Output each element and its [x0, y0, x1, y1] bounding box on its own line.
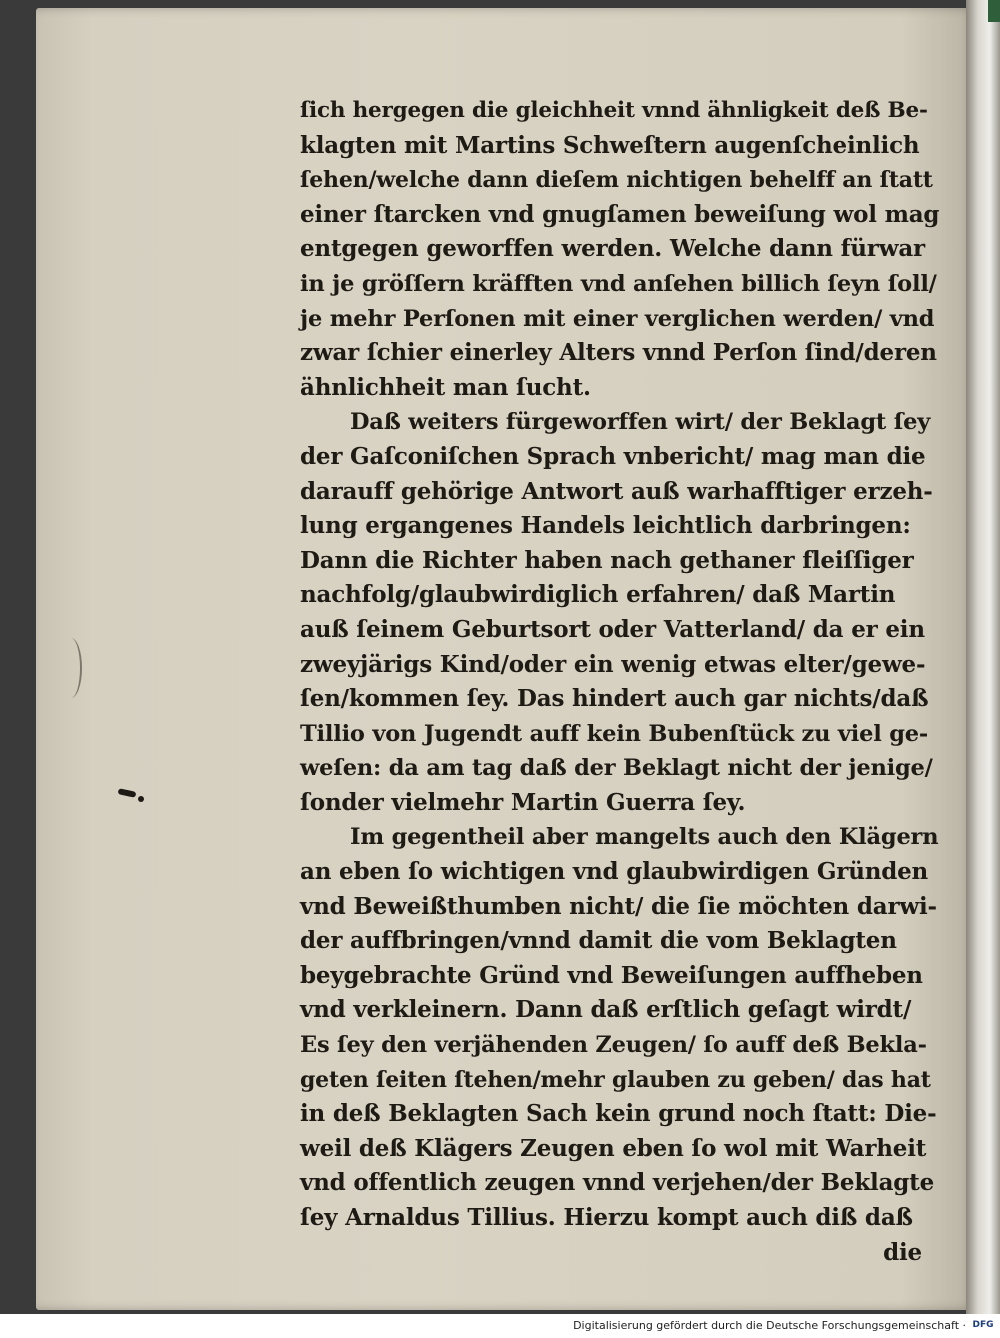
- text-line: ſonder vielmehr Martin Guerra ſey.: [300, 788, 746, 816]
- text-line: beygebrachte Gründ vnd Beweiſungen auffheben: [300, 961, 923, 989]
- text-line: zweyjärigs Kind/oder ein wenig etwas elter/gewe-: [300, 650, 926, 678]
- text-line: vnd offentlich zeugen vnnd verjehen/der Beklagte: [300, 1169, 935, 1197]
- text-line: nachfolg/glaubwirdiglich erfahren/ daß Martin: [300, 581, 896, 609]
- text-line: vnd verkleinern. Dann daß erſtlich geſagt wirdt/: [300, 996, 912, 1024]
- text-line: Daß weiters fürgeworffen wirt/ der Beklagt ſey: [350, 409, 931, 436]
- text-line: der Gaſconiſchen Sprach vnbericht/ mag man die: [300, 442, 926, 470]
- text-line: ähnlichheit man ſucht.: [300, 373, 591, 401]
- text-line: einer ſtarcken vnd gnugſamen beweiſung wol mag: [300, 200, 940, 228]
- text-line: Dann die Richter haben nach gethaner fleiſſiger: [300, 546, 914, 574]
- text-line: klagten mit Martins Schweſtern augenſcheinlich: [300, 131, 920, 159]
- text-line: Es ſey den verjähenden Zeugen/ ſo auff deß Bekla-: [300, 1032, 927, 1059]
- text-line: vnd Beweißthumben nicht/ die ſie möchten darwi-: [300, 892, 937, 920]
- text-line: auß ſeinem Geburtsort oder Vatterland/ da er ein: [300, 615, 925, 643]
- text-line: entgegen geworffen werden. Welche dann fürwar: [300, 235, 925, 263]
- text-line: in je gröſſern kräfften vnd anſehen billich ſeyn ſoll/: [300, 270, 937, 297]
- page-notch: [60, 638, 82, 698]
- text-line: weil deß Klägers Zeugen eben ſo wol mit Warheit: [300, 1134, 927, 1162]
- catchword: die: [883, 1238, 922, 1266]
- gutter-strip: [988, 0, 1000, 22]
- text-line: lung ergangenes Handels leichtlich darbringen:: [300, 512, 911, 540]
- funding-credit: Digitalisierung gefördert durch die Deutsche Forschungsgemeinschaft ·: [573, 1319, 966, 1332]
- text-line: in deß Beklagten Sach kein grund noch ſtatt: Die-: [300, 1100, 937, 1128]
- text-line: der auffbringen/vnnd damit die vom Beklagten: [300, 927, 897, 955]
- text-line: je mehr Perſonen mit einer verglichen werden/ vnd: [300, 305, 935, 332]
- text-line: Im gegentheil aber mangelts auch den Klägern: [350, 824, 939, 851]
- text-line: Tillio von Jugendt auff kein Bubenſtück zu viel ge-: [300, 720, 928, 747]
- page-text: [300, 94, 940, 1270]
- text-line: weſen: da am tag daß der Beklagt nicht der jenige/: [300, 755, 933, 782]
- text-line: ſey Arnaldus Tillius. Hierzu kompt auch diß daß: [300, 1204, 913, 1231]
- text-line: darauff gehörige Antwort auß warhafftiger erzeh-: [300, 477, 933, 505]
- text-line: ſehen/welche dann dieſem nichtigen behelff an ſtatt: [300, 167, 933, 194]
- book-gutter: [966, 0, 1000, 1314]
- footer-bar: [0, 1314, 1000, 1338]
- text-line: geten ſeiten ſtehen/mehr glauben zu geben/ das hat: [300, 1066, 931, 1093]
- text-line: zwar ſchier einerley Alters vnnd Perſon ſind/deren: [300, 339, 937, 367]
- text-line: an eben ſo wichtigen vnd glaubwirdigen Gründen: [300, 858, 929, 886]
- dfg-logo-icon: DFG: [972, 1320, 994, 1330]
- text-line: ſich hergegen die gleichheit vnnd ähnligkeit deß Be-: [300, 98, 928, 123]
- ink-dot: [138, 796, 144, 802]
- text-line: ſen/kommen ſey. Das hindert auch gar nichts/daß: [300, 685, 929, 713]
